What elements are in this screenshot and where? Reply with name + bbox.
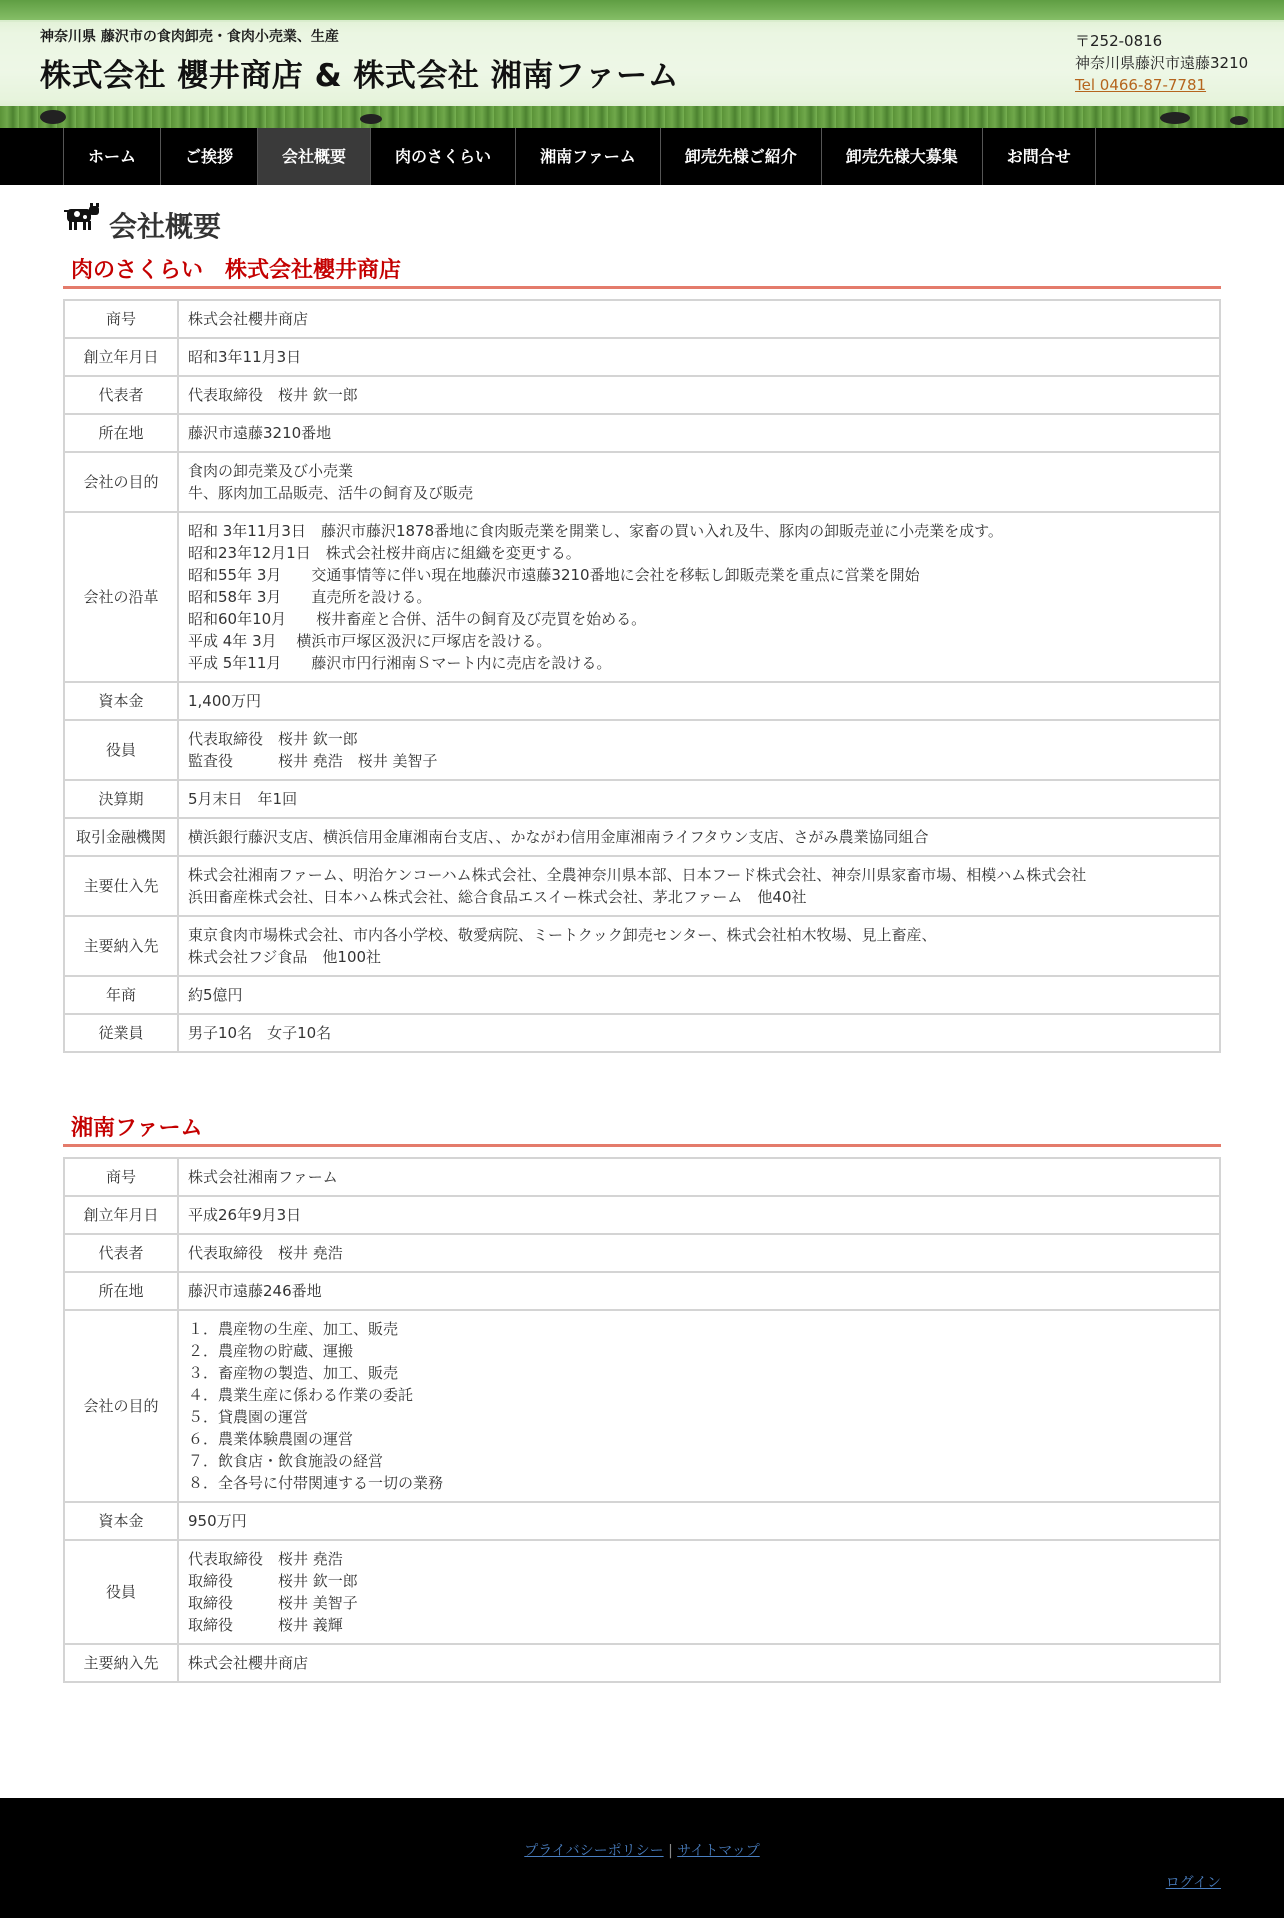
value-line: 950万円 xyxy=(188,1512,247,1530)
value-line: 5月末日 年1回 xyxy=(188,790,298,808)
value-line: 代表取締役 桜井 欽一郎 xyxy=(188,386,358,404)
table-row xyxy=(64,1272,1220,1310)
value-line: 1,400万円 xyxy=(188,692,261,710)
value-line: 昭和60年10月 桜井畜産と合併、活牛の飼育及び売買を始める。 xyxy=(188,610,647,628)
value-line: ６．農業体験農園の運営 xyxy=(188,1430,354,1448)
value-line: 男子10名 女子10名 xyxy=(188,1024,332,1042)
row-value xyxy=(178,1196,1220,1234)
row-label: 決算期 xyxy=(64,780,178,818)
value-line: 昭和 3年11月3日 藤沢市藤沢1878番地に食肉販売業を開業し、家畜の買い入れ及牛、豚肉の卸販売並に小売業を成す。 xyxy=(188,522,1003,540)
value-line: 平成 5年11月 藤沢市円行湘南Ｓマート内に売店を設ける。 xyxy=(188,654,612,672)
row-value xyxy=(178,376,1220,414)
row-label: 創立年月日 xyxy=(64,338,178,376)
value-line: 代表取締役 桜井 欽一郎 xyxy=(188,730,358,748)
row-value xyxy=(178,1310,1220,1502)
row-label: 会社の目的 xyxy=(64,1310,178,1502)
table-row xyxy=(64,976,1220,1014)
row-label: 資本金 xyxy=(64,1502,178,1540)
value-line: 昭和55年 3月 交通事情等に伴い現在地藤沢市遠藤3210番地に会社を移転し卸販売業を重点に営業を開始 xyxy=(188,566,920,584)
value-line: １．農産物の生産、加工、販売 xyxy=(188,1320,399,1338)
main-nav xyxy=(0,128,1284,185)
header-contact xyxy=(1075,30,1248,96)
row-label: 代表者 xyxy=(64,376,178,414)
row-label: 主要納入先 xyxy=(64,916,178,976)
row-value xyxy=(178,682,1220,720)
row-label: 所在地 xyxy=(64,414,178,452)
value-line: ３．畜産物の製造、加工、販売 xyxy=(188,1364,399,1382)
value-line: 昭和3年11月3日 xyxy=(188,348,302,366)
row-label: 代表者 xyxy=(64,1234,178,1272)
row-label: 主要仕入先 xyxy=(64,856,178,916)
table-row xyxy=(64,512,1220,682)
table-row xyxy=(64,1310,1220,1502)
row-label: 資本金 xyxy=(64,682,178,720)
row-value xyxy=(178,300,1220,338)
row-value xyxy=(178,1502,1220,1540)
tel-link[interactable]: Tel 0466-87-7781 xyxy=(1075,76,1207,94)
row-value xyxy=(178,720,1220,780)
page-title: 会社概要 xyxy=(109,210,222,243)
value-line: 横浜銀行藤沢支店、横浜信用金庫湘南台支店、、かながわ信用金庫湘南ライフタウン支店、さがみ農業協同組合 xyxy=(188,828,929,846)
row-label: 商号 xyxy=(64,1158,178,1196)
value-line: 藤沢市遠藤246番地 xyxy=(188,1282,322,1300)
row-value xyxy=(178,452,1220,512)
company-table-shonan xyxy=(63,1157,1221,1683)
table-row xyxy=(64,916,1220,976)
value-line: 株式会社湘南ファーム、明治ケンコーハム株式会社、全農神奈川県本部、日本フード株式会社、神奈川県家畜市場、相模ハム株式会社 xyxy=(188,866,1087,884)
row-label: 創立年月日 xyxy=(64,1196,178,1234)
value-line: 株式会社櫻井商店 xyxy=(188,310,309,328)
row-value xyxy=(178,1234,1220,1272)
value-line: 代表取締役 桜井 堯浩 xyxy=(188,1550,343,1568)
row-label: 所在地 xyxy=(64,1272,178,1310)
footer-separator: | xyxy=(668,1843,673,1859)
row-value xyxy=(178,916,1220,976)
table-row xyxy=(64,780,1220,818)
table-row xyxy=(64,1540,1220,1644)
value-line: ８．全各号に付帯関連する一切の業務 xyxy=(188,1474,444,1492)
row-label: 取引金融機関 xyxy=(64,818,178,856)
table-row xyxy=(64,1234,1220,1272)
footer-links xyxy=(0,1840,1284,1860)
postal-code: 〒252-0816 xyxy=(1075,32,1163,50)
cow-silhouette xyxy=(1230,116,1248,125)
sitemap-link[interactable]: サイトマップ xyxy=(677,1843,760,1859)
section-heading-sakurai: 肉のさくらい 株式会社櫻井商店 xyxy=(63,247,1221,289)
value-line: ４．農業生産に係わる作業の委託 xyxy=(188,1386,414,1404)
row-label: 従業員 xyxy=(64,1014,178,1052)
value-line: 取締役 桜井 欽一郎 xyxy=(188,1572,358,1590)
page-title-block xyxy=(63,185,1221,247)
main-content xyxy=(0,185,1284,1683)
row-value xyxy=(178,512,1220,682)
value-line: ５．貸農園の運営 xyxy=(188,1408,309,1426)
value-line: 株式会社湘南ファーム xyxy=(188,1168,338,1186)
table-row xyxy=(64,856,1220,916)
cow-icon xyxy=(63,201,103,233)
table-row xyxy=(64,452,1220,512)
cow-silhouette xyxy=(360,114,382,124)
table-row xyxy=(64,1502,1220,1540)
value-line: 取締役 桜井 美智子 xyxy=(188,1594,358,1612)
row-value xyxy=(178,856,1220,916)
address-text: 神奈川県藤沢市遠藤3210 xyxy=(1075,54,1249,72)
row-value xyxy=(178,1272,1220,1310)
cow-silhouette xyxy=(1160,112,1190,124)
value-line: 監査役 桜井 堯浩 桜井 美智子 xyxy=(188,752,438,770)
table-row xyxy=(64,338,1220,376)
row-label: 役員 xyxy=(64,720,178,780)
row-label: 商号 xyxy=(64,300,178,338)
privacy-policy-link[interactable]: プライバシーポリシー xyxy=(524,1843,664,1859)
value-line: 牛、豚肉加工品販売、活牛の飼育及び販売 xyxy=(188,484,474,502)
row-value xyxy=(178,1540,1220,1644)
value-line: 平成26年9月3日 xyxy=(188,1206,302,1224)
table-row xyxy=(64,414,1220,452)
value-line: 約5億円 xyxy=(188,986,243,1004)
row-label: 会社の目的 xyxy=(64,452,178,512)
value-line: 代表取締役 桜井 堯浩 xyxy=(188,1244,343,1262)
row-value xyxy=(178,338,1220,376)
site-footer xyxy=(0,1798,1284,1918)
row-value xyxy=(178,1014,1220,1052)
login-link[interactable]: ログイン xyxy=(1165,1875,1221,1891)
table-row xyxy=(64,376,1220,414)
header-grass xyxy=(0,106,1284,128)
table-row xyxy=(64,1158,1220,1196)
table-row xyxy=(64,818,1220,856)
nav-item[interactable]: 卸売先様ご紹介 xyxy=(660,128,821,185)
nav-item[interactable]: 会社概要 xyxy=(257,128,370,185)
value-line: 昭和58年 3月 直売所を設ける。 xyxy=(188,588,432,606)
company-table-sakurai xyxy=(63,299,1221,1053)
site-tagline: 神奈川県 藤沢市の食肉卸売・食肉小売業、生産 xyxy=(40,29,339,45)
row-value xyxy=(178,780,1220,818)
value-line: ７．飲食店・飲食施設の経営 xyxy=(188,1452,384,1470)
value-line: 取締役 桜井 義輝 xyxy=(188,1616,343,1634)
section-heading-shonan: 湘南ファーム xyxy=(63,1105,1221,1147)
row-value xyxy=(178,976,1220,1014)
nav-item[interactable]: お問合せ xyxy=(982,128,1096,185)
row-value xyxy=(178,1158,1220,1196)
value-line: 東京食肉市場株式会社、市内各小学校、敬愛病院、ミートクック卸売センター、株式会社柏木牧場、見上畜産、 xyxy=(188,926,937,944)
row-value xyxy=(178,414,1220,452)
table-row xyxy=(64,1644,1220,1682)
value-line: ２．農産物の貯蔵、運搬 xyxy=(188,1342,354,1360)
row-label: 年商 xyxy=(64,976,178,1014)
site-header xyxy=(0,0,1284,128)
table-row xyxy=(64,1196,1220,1234)
value-line: 株式会社櫻井商店 xyxy=(188,1654,309,1672)
value-line: 食肉の卸売業及び小売業 xyxy=(188,462,354,480)
value-line: 藤沢市遠藤3210番地 xyxy=(188,424,332,442)
header-sky xyxy=(0,0,1284,22)
nav-item[interactable]: 卸売先様大募集 xyxy=(821,128,982,185)
table-row xyxy=(64,720,1220,780)
nav-item[interactable]: ホーム xyxy=(63,128,160,185)
value-line: 平成 4年 3月 横浜市戸塚区汲沢に戸塚店を設ける。 xyxy=(188,632,552,650)
nav-item[interactable]: ご挨拶 xyxy=(160,128,257,185)
nav-item[interactable]: 肉のさくらい xyxy=(370,128,515,185)
row-label: 主要納入先 xyxy=(64,1644,178,1682)
value-line: 株式会社フジ食品 他100社 xyxy=(188,948,382,966)
row-value xyxy=(178,1644,1220,1682)
value-line: 昭和23年12月1日 株式会社桜井商店に組織を変更する。 xyxy=(188,544,581,562)
table-row xyxy=(64,300,1220,338)
value-line: 浜田畜産株式会社、日本ハム株式会社、総合食品エスイー株式会社、茅北ファーム 他40社 xyxy=(188,888,807,906)
row-label: 役員 xyxy=(64,1540,178,1644)
table-row xyxy=(64,1014,1220,1052)
site-title[interactable]: 株式会社 櫻井商店 & 株式会社 湘南ファーム xyxy=(40,58,680,94)
table-row xyxy=(64,682,1220,720)
row-label: 会社の沿革 xyxy=(64,512,178,682)
row-value xyxy=(178,818,1220,856)
nav-item[interactable]: 湘南ファーム xyxy=(515,128,660,185)
cow-silhouette xyxy=(40,110,66,124)
